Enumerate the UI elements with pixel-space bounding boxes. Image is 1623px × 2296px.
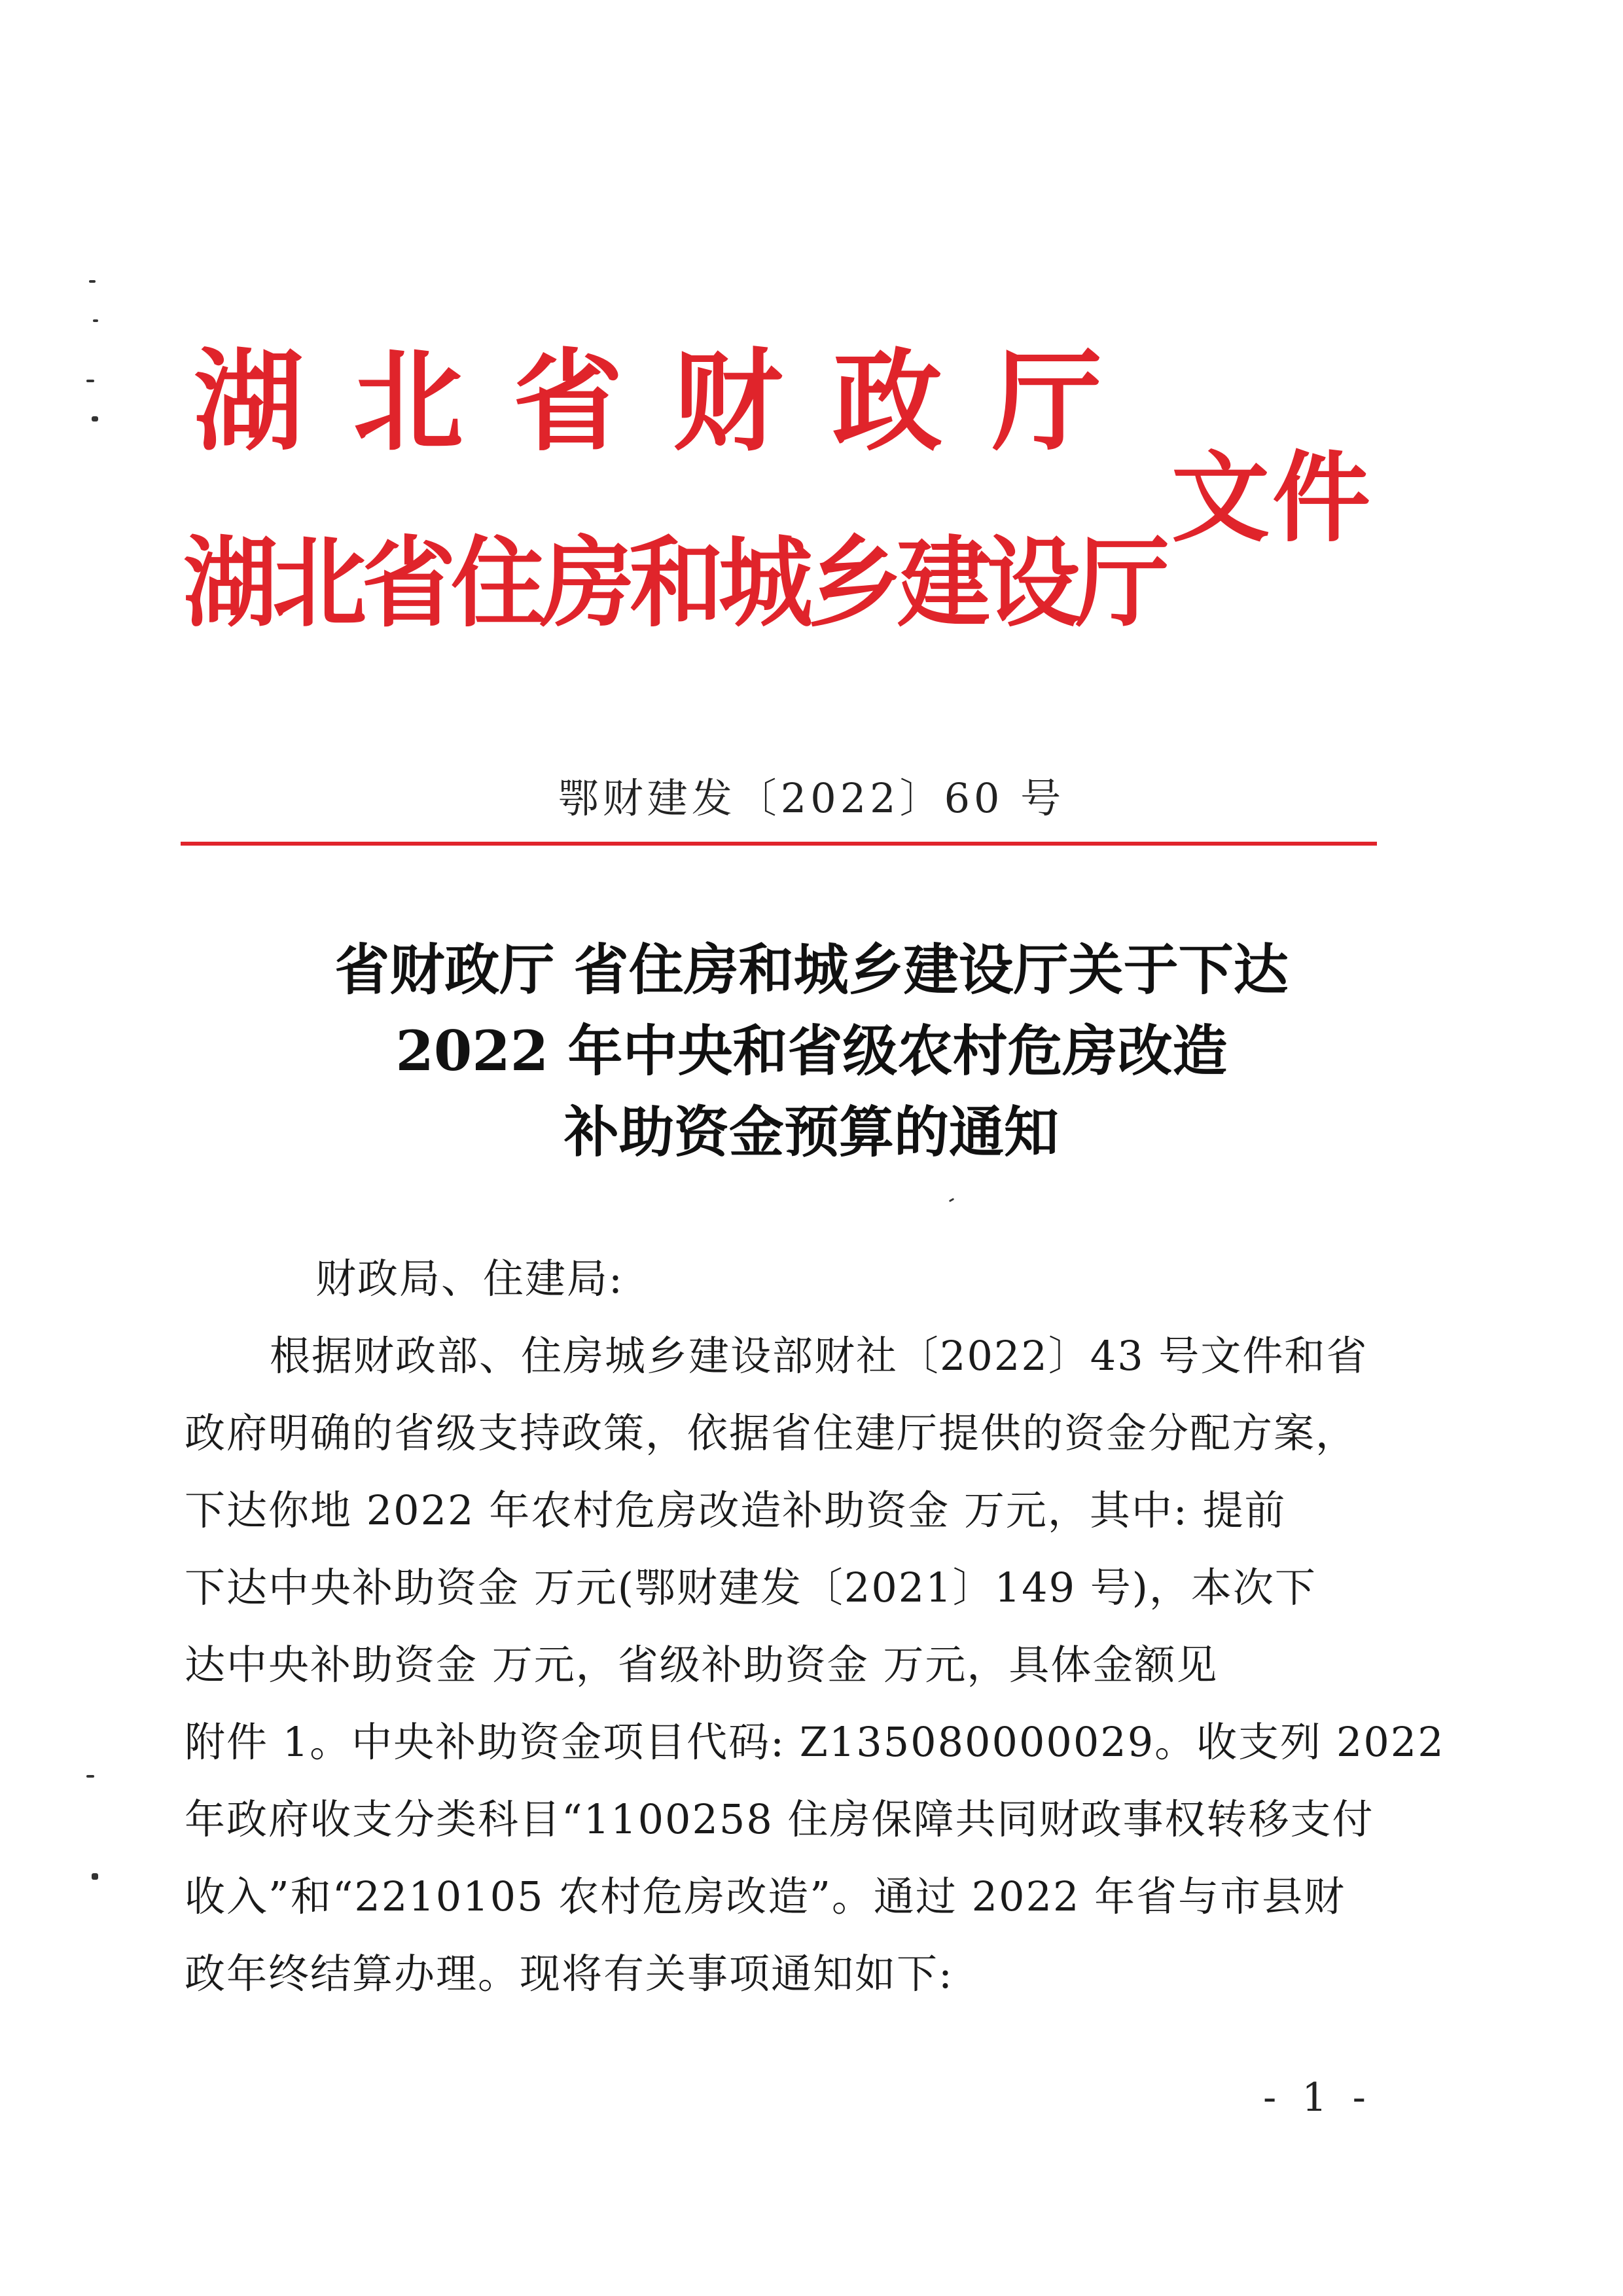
binding-mark: [92, 416, 98, 422]
body-line: 下达中央补助资金 万元(鄂财建发〔2021〕149 号)，本次下: [185, 1564, 1317, 1611]
binding-mark: [92, 1873, 98, 1880]
document-body: [185, 1240, 1445, 2013]
salutation: 财政局、住建局:: [315, 1255, 624, 1302]
binding-mark: [86, 1775, 94, 1778]
issuing-agency-finance: [183, 327, 1113, 466]
agency-char: 北: [353, 336, 463, 466]
agency-char: 财: [673, 336, 783, 466]
red-separator-line: [181, 842, 1377, 846]
title-line: 省财政厅 省住房和城乡建设厅关于下达: [334, 937, 1289, 1002]
body-line: 政年终结算办理。现将有关事项通知如下:: [185, 1950, 954, 1998]
agency-char: 湖: [194, 336, 304, 466]
agency-char: 政: [832, 336, 942, 466]
document-number: 鄂财建发〔2022〕60 号: [558, 774, 1065, 822]
body-line: 附件 1。中央补助资金项目代码: Z135080000029。收支列 2022: [185, 1718, 1445, 1766]
agency-char: 省: [513, 336, 623, 466]
binding-mark: [89, 280, 96, 283]
document-title: [0, 929, 1623, 1173]
body-line: 收入”和“2210105 农村危房改造”。通过 2022 年省与市县财: [185, 1873, 1346, 1920]
agency-char: 厅: [992, 336, 1102, 466]
body-line: 政府明确的省级支持政策，依据省住建厅提供的资金分配方案，: [185, 1409, 1358, 1457]
binding-mark: [93, 319, 98, 322]
title-line: 2022 年中央和省级农村危房改造: [395, 1018, 1228, 1083]
speck-mark: [949, 1198, 954, 1202]
body-line: 年政府收支分类科目“1100258 住房保障共同财政事权转移支付: [185, 1795, 1374, 1843]
document-type-label: 文件: [1171, 440, 1374, 556]
issuing-agency-housing: 湖北省住房和城乡建设厅: [183, 526, 1165, 641]
binding-mark: [86, 380, 94, 382]
page-number: - 1 -: [1263, 2075, 1372, 2121]
body-line: 根据财政部、住房城乡建设部财社〔2022〕43 号文件和省: [270, 1332, 1368, 1380]
body-line: 下达你地 2022 年农村危房改造补助资金 万元，其中: 提前: [185, 1486, 1287, 1534]
title-line: 补助资金预算的通知: [563, 1100, 1059, 1164]
body-line: 达中央补助资金 万元，省级补助资金 万元，具体金额见: [185, 1641, 1219, 1689]
